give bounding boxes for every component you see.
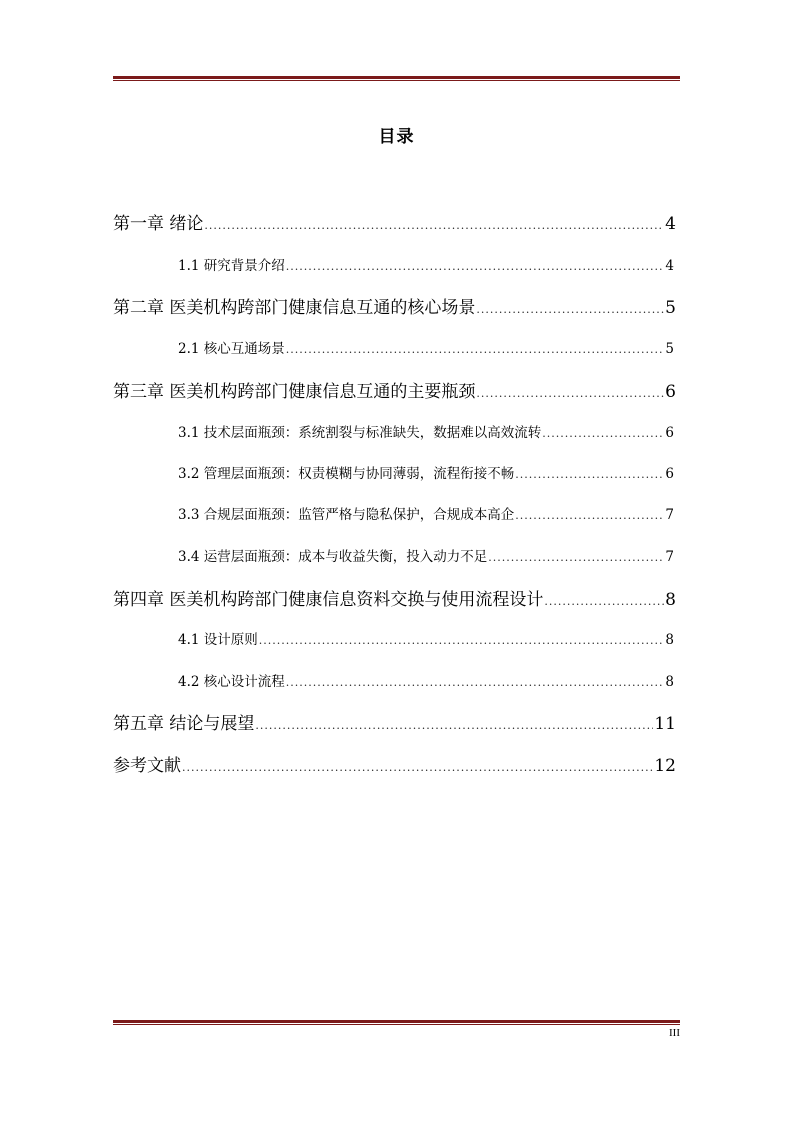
- toc-entry-page: 8: [665, 590, 676, 610]
- toc-entry-label: 第三章 医美机构跨部门健康信息互通的主要瓶颈: [113, 382, 476, 402]
- toc-entry-page: 7: [665, 549, 674, 565]
- toc-entry-label: 第四章 医美机构跨部门健康信息资料交换与使用流程设计: [113, 590, 544, 610]
- toc-entry-page: 5: [665, 341, 674, 357]
- toc-entry-label: 2.1 核心互通场景: [178, 341, 285, 357]
- toc-leader-dots: [476, 304, 664, 315]
- toc-leader-dots: [515, 510, 664, 521]
- toc-entry[interactable]: [114, 628, 674, 648]
- toc-entry-page: 6: [665, 425, 674, 441]
- toc-leader-dots: [259, 635, 665, 646]
- toc-entry[interactable]: [114, 337, 674, 357]
- page-title: 目录: [378, 127, 415, 147]
- toc-entry-label: 1.1 研究背景介绍: [178, 258, 285, 274]
- toc-entry[interactable]: [114, 254, 674, 274]
- toc-entry[interactable]: [114, 503, 674, 523]
- toc-entry-page: 6: [665, 466, 674, 482]
- toc-entry-page: 6: [665, 382, 676, 402]
- toc-entry[interactable]: [114, 421, 674, 441]
- toc-entry-label: 第二章 医美机构跨部门健康信息互通的核心场景: [113, 298, 476, 318]
- toc-entry[interactable]: [113, 751, 676, 776]
- toc-entry-page: 7: [665, 507, 674, 523]
- toc-entry[interactable]: [114, 462, 674, 482]
- toc-entry-label: 参考文献: [113, 756, 181, 776]
- toc-leader-dots: [182, 762, 653, 773]
- toc-entry-page: 5: [665, 298, 676, 318]
- toc-entry-label: 第一章 绪论: [113, 214, 204, 234]
- toc-entry-page: 8: [665, 632, 674, 648]
- toc-entry-label: 第五章 结论与展望: [113, 714, 255, 734]
- toc-entry[interactable]: [113, 377, 676, 402]
- footer-rule: [113, 1020, 680, 1025]
- toc-leader-dots: [544, 596, 664, 607]
- toc-entry[interactable]: [114, 670, 674, 690]
- toc-leader-dots: [286, 677, 665, 688]
- toc-leader-dots: [488, 552, 664, 563]
- toc-entry[interactable]: [114, 545, 674, 565]
- toc-leader-dots: [542, 428, 664, 439]
- toc-entry[interactable]: [113, 293, 676, 318]
- header-rule: [113, 76, 680, 81]
- toc-leader-dots: [515, 469, 664, 480]
- toc-entry-label: 3.2 管理层面瓶颈：权责模糊与协同薄弱，流程衔接不畅: [178, 466, 515, 482]
- toc-entry[interactable]: [113, 585, 676, 610]
- toc-entry-label: 3.3 合规层面瓶颈：监管严格与隐私保护，合规成本高企: [178, 507, 515, 523]
- toc-entry-page: 11: [654, 714, 676, 734]
- toc-entry-label: 3.1 技术层面瓶颈：系统割裂与标准缺失，数据难以高效流转: [178, 425, 542, 441]
- toc-leader-dots: [476, 388, 664, 399]
- toc-leader-dots: [255, 720, 653, 731]
- toc-leader-dots: [204, 220, 664, 231]
- toc-entry[interactable]: [113, 209, 676, 234]
- toc-entry-label: 3.4 运营层面瓶颈：成本与收益失衡，投入动力不足: [178, 549, 488, 565]
- toc-entry-page: 4: [665, 214, 676, 234]
- toc-entry-page: 12: [654, 756, 676, 776]
- toc-entry[interactable]: [113, 709, 676, 734]
- toc-entry-page: 8: [665, 674, 674, 690]
- toc-leader-dots: [286, 261, 665, 272]
- toc-entry-page: 4: [665, 258, 674, 274]
- toc-entry-label: 4.1 设计原则: [178, 632, 258, 648]
- toc-leader-dots: [286, 344, 665, 355]
- toc-entry-label: 4.2 核心设计流程: [178, 674, 285, 690]
- page-number: III: [669, 1027, 680, 1039]
